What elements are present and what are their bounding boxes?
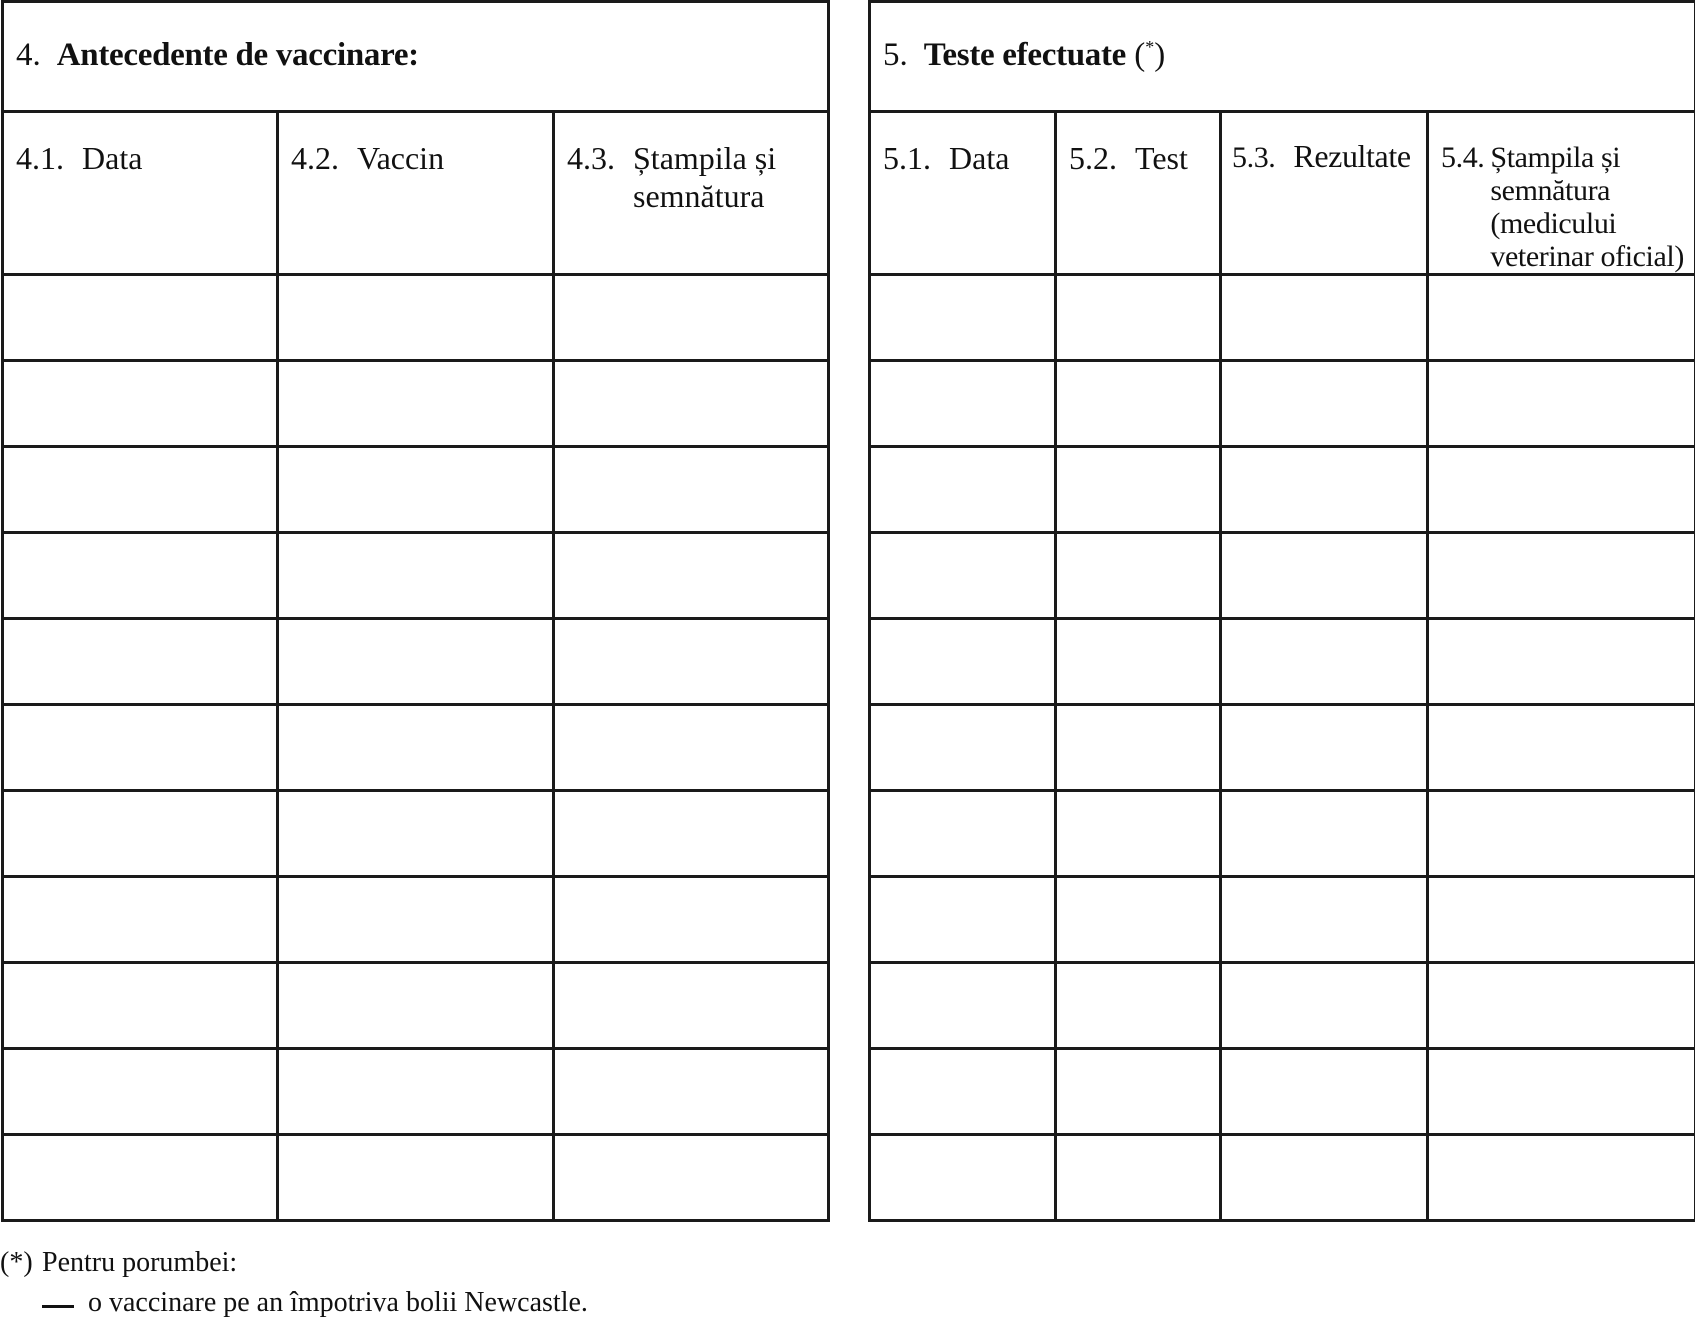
column-label: Data xyxy=(82,139,270,177)
vaccination-entry-cell[interactable] xyxy=(3,877,278,963)
table-row xyxy=(870,963,1695,1049)
column-header-date xyxy=(3,112,278,275)
column-number: 5.2. xyxy=(1069,139,1117,177)
footnote-marker: (*) xyxy=(0,1243,42,1283)
column-number: 4.2. xyxy=(291,139,339,177)
tests-entry-cell[interactable] xyxy=(1056,1049,1221,1135)
tests-entries xyxy=(870,275,1695,1221)
table-row xyxy=(3,619,829,705)
tests-entry-cell[interactable] xyxy=(870,275,1056,361)
tests-entry-cell[interactable] xyxy=(1056,619,1221,705)
footnote-item: o vaccinare pe an împotriva bolii Newcastle. xyxy=(88,1283,588,1323)
tests-entry-cell[interactable] xyxy=(1221,447,1428,533)
tests-entry-cell[interactable] xyxy=(1221,705,1428,791)
tests-entry-cell[interactable] xyxy=(1428,533,1695,619)
table-row xyxy=(3,877,829,963)
tests-entry-cell[interactable] xyxy=(870,963,1056,1049)
table-row xyxy=(3,1049,829,1135)
vaccination-entry-cell[interactable] xyxy=(278,447,554,533)
tests-entry-cell[interactable] xyxy=(1428,1049,1695,1135)
vaccination-entry-cell[interactable] xyxy=(3,1135,278,1221)
tests-entry-cell[interactable] xyxy=(1428,619,1695,705)
table-row xyxy=(870,791,1695,877)
column-header-stamp-signature xyxy=(554,112,829,275)
vaccination-entry-cell[interactable] xyxy=(554,533,829,619)
column-number: 5.4. xyxy=(1441,141,1484,273)
tests-entry-cell[interactable] xyxy=(870,1135,1056,1221)
column-header-vaccine xyxy=(278,112,554,275)
tests-entry-cell[interactable] xyxy=(1428,361,1695,447)
vaccination-entry-cell[interactable] xyxy=(278,275,554,361)
tests-entry-cell[interactable] xyxy=(1221,533,1428,619)
table-row xyxy=(3,791,829,877)
tests-entry-cell[interactable] xyxy=(1428,877,1695,963)
vaccination-entry-cell[interactable] xyxy=(3,361,278,447)
column-label: Data xyxy=(949,139,1048,177)
vaccination-entry-cell[interactable] xyxy=(278,791,554,877)
tests-entry-cell[interactable] xyxy=(1428,1135,1695,1221)
tests-entry-cell[interactable] xyxy=(870,533,1056,619)
tests-header-row xyxy=(870,112,1695,275)
tests-entry-cell[interactable] xyxy=(1056,361,1221,447)
tests-entry-cell[interactable] xyxy=(1221,791,1428,877)
tests-entry-cell[interactable] xyxy=(1056,275,1221,361)
tests-entry-cell[interactable] xyxy=(870,361,1056,447)
tests-entry-cell[interactable] xyxy=(870,705,1056,791)
vaccination-history-table xyxy=(1,0,830,1222)
tests-section-heading: Teste efectuate xyxy=(924,37,1126,73)
tests-entry-cell[interactable] xyxy=(1221,963,1428,1049)
tests-entry-cell[interactable] xyxy=(1428,275,1695,361)
vaccination-entry-cell[interactable] xyxy=(3,705,278,791)
tests-entry-cell[interactable] xyxy=(1221,877,1428,963)
tests-entry-cell[interactable] xyxy=(1056,533,1221,619)
table-row xyxy=(3,963,829,1049)
tests-entry-cell[interactable] xyxy=(1056,963,1221,1049)
table-row xyxy=(870,447,1695,533)
table-row xyxy=(3,1135,829,1221)
vaccination-entry-cell[interactable] xyxy=(554,1135,829,1221)
vaccination-entry-cell[interactable] xyxy=(554,447,829,533)
table-row xyxy=(870,1135,1695,1221)
column-label: Rezultate xyxy=(1293,137,1422,175)
column-label: Ștampila și semnătura xyxy=(633,139,821,215)
vaccination-entry-cell[interactable] xyxy=(278,705,554,791)
table-row xyxy=(3,533,829,619)
vaccination-entry-cell[interactable] xyxy=(278,1135,554,1221)
vaccination-entry-cell[interactable] xyxy=(554,619,829,705)
tests-entry-cell[interactable] xyxy=(1221,619,1428,705)
vaccination-entry-cell[interactable] xyxy=(554,1049,829,1135)
vaccination-entry-cell[interactable] xyxy=(3,619,278,705)
table-row xyxy=(870,877,1695,963)
tests-entry-cell[interactable] xyxy=(1221,1135,1428,1221)
footnote xyxy=(0,1243,588,1323)
vaccination-entry-cell[interactable] xyxy=(3,1049,278,1135)
table-row xyxy=(3,447,829,533)
table-row xyxy=(3,361,829,447)
column-number: 4.3. xyxy=(567,139,615,215)
vaccination-entry-cell[interactable] xyxy=(554,877,829,963)
tests-entry-cell[interactable] xyxy=(870,877,1056,963)
footnote-intro: Pentru porumbei: xyxy=(42,1243,237,1283)
column-number: 4.1. xyxy=(16,139,64,177)
tests-entry-cell[interactable] xyxy=(1056,791,1221,877)
tests-entry-cell[interactable] xyxy=(1428,447,1695,533)
vaccination-title-row xyxy=(3,2,829,112)
footnote-intro-row xyxy=(0,1243,588,1283)
vaccination-header-row xyxy=(3,112,829,275)
vaccination-entry-cell[interactable] xyxy=(3,447,278,533)
vaccination-section-title xyxy=(3,2,829,112)
tests-entry-cell[interactable] xyxy=(870,791,1056,877)
vaccination-entry-cell[interactable] xyxy=(278,1049,554,1135)
tests-entry-cell[interactable] xyxy=(1428,705,1695,791)
vaccination-entry-cell[interactable] xyxy=(554,361,829,447)
tests-entry-cell[interactable] xyxy=(1056,877,1221,963)
tests-entry-cell[interactable] xyxy=(1221,1049,1428,1135)
table-row xyxy=(870,1049,1695,1135)
vaccination-entries xyxy=(3,275,829,1221)
vaccination-entry-cell[interactable] xyxy=(278,877,554,963)
vaccination-entry-cell[interactable] xyxy=(554,963,829,1049)
vaccination-entry-cell[interactable] xyxy=(3,791,278,877)
table-row xyxy=(3,275,829,361)
vaccination-entry-cell[interactable] xyxy=(554,705,829,791)
tests-entry-cell[interactable] xyxy=(1056,447,1221,533)
tests-table xyxy=(868,0,1695,1222)
column-header-date xyxy=(870,112,1056,275)
vaccination-section-number: 4. xyxy=(16,37,41,73)
column-label: Ștampila și semnătura (medicului veterinar oficial) xyxy=(1490,141,1690,273)
vaccination-entry-cell[interactable] xyxy=(3,963,278,1049)
table-row xyxy=(870,705,1695,791)
table-row xyxy=(870,533,1695,619)
column-header-test xyxy=(1056,112,1221,275)
dash-bullet-icon xyxy=(42,1283,74,1323)
tests-entry-cell[interactable] xyxy=(870,619,1056,705)
tests-entry-cell[interactable] xyxy=(1221,361,1428,447)
footnote-item-row xyxy=(0,1283,588,1323)
table-row xyxy=(3,705,829,791)
tests-entry-cell[interactable] xyxy=(1428,963,1695,1049)
tests-section-title xyxy=(870,2,1695,112)
column-label: Test xyxy=(1135,139,1213,177)
column-header-official-vet-stamp-signature xyxy=(1428,112,1695,275)
tests-entry-cell[interactable] xyxy=(870,447,1056,533)
vaccination-entry-cell[interactable] xyxy=(3,275,278,361)
column-number: 5.1. xyxy=(883,139,931,177)
tests-entry-cell[interactable] xyxy=(1221,275,1428,361)
column-number: 5.3. xyxy=(1232,141,1275,175)
vaccination-entry-cell[interactable] xyxy=(278,963,554,1049)
vaccination-section-heading: Antecedente de vaccinare: xyxy=(57,37,419,73)
vaccination-entry-cell[interactable] xyxy=(278,361,554,447)
tests-section-number: 5. xyxy=(883,37,908,73)
table-row xyxy=(870,275,1695,361)
vaccination-entry-cell[interactable] xyxy=(554,791,829,877)
vaccination-entry-cell[interactable] xyxy=(278,619,554,705)
tests-entry-cell[interactable] xyxy=(870,1049,1056,1135)
table-row xyxy=(870,619,1695,705)
vaccination-entry-cell[interactable] xyxy=(278,533,554,619)
table-row xyxy=(870,361,1695,447)
vaccination-entry-cell[interactable] xyxy=(3,533,278,619)
tests-title-footnote-ref: (*) xyxy=(1134,37,1165,73)
tests-entry-cell[interactable] xyxy=(1056,1135,1221,1221)
tests-title-row xyxy=(870,2,1695,112)
tests-entry-cell[interactable] xyxy=(1056,705,1221,791)
tests-entry-cell[interactable] xyxy=(1428,791,1695,877)
column-label: Vaccin xyxy=(357,139,546,177)
column-header-results xyxy=(1221,112,1428,275)
vaccination-entry-cell[interactable] xyxy=(554,275,829,361)
